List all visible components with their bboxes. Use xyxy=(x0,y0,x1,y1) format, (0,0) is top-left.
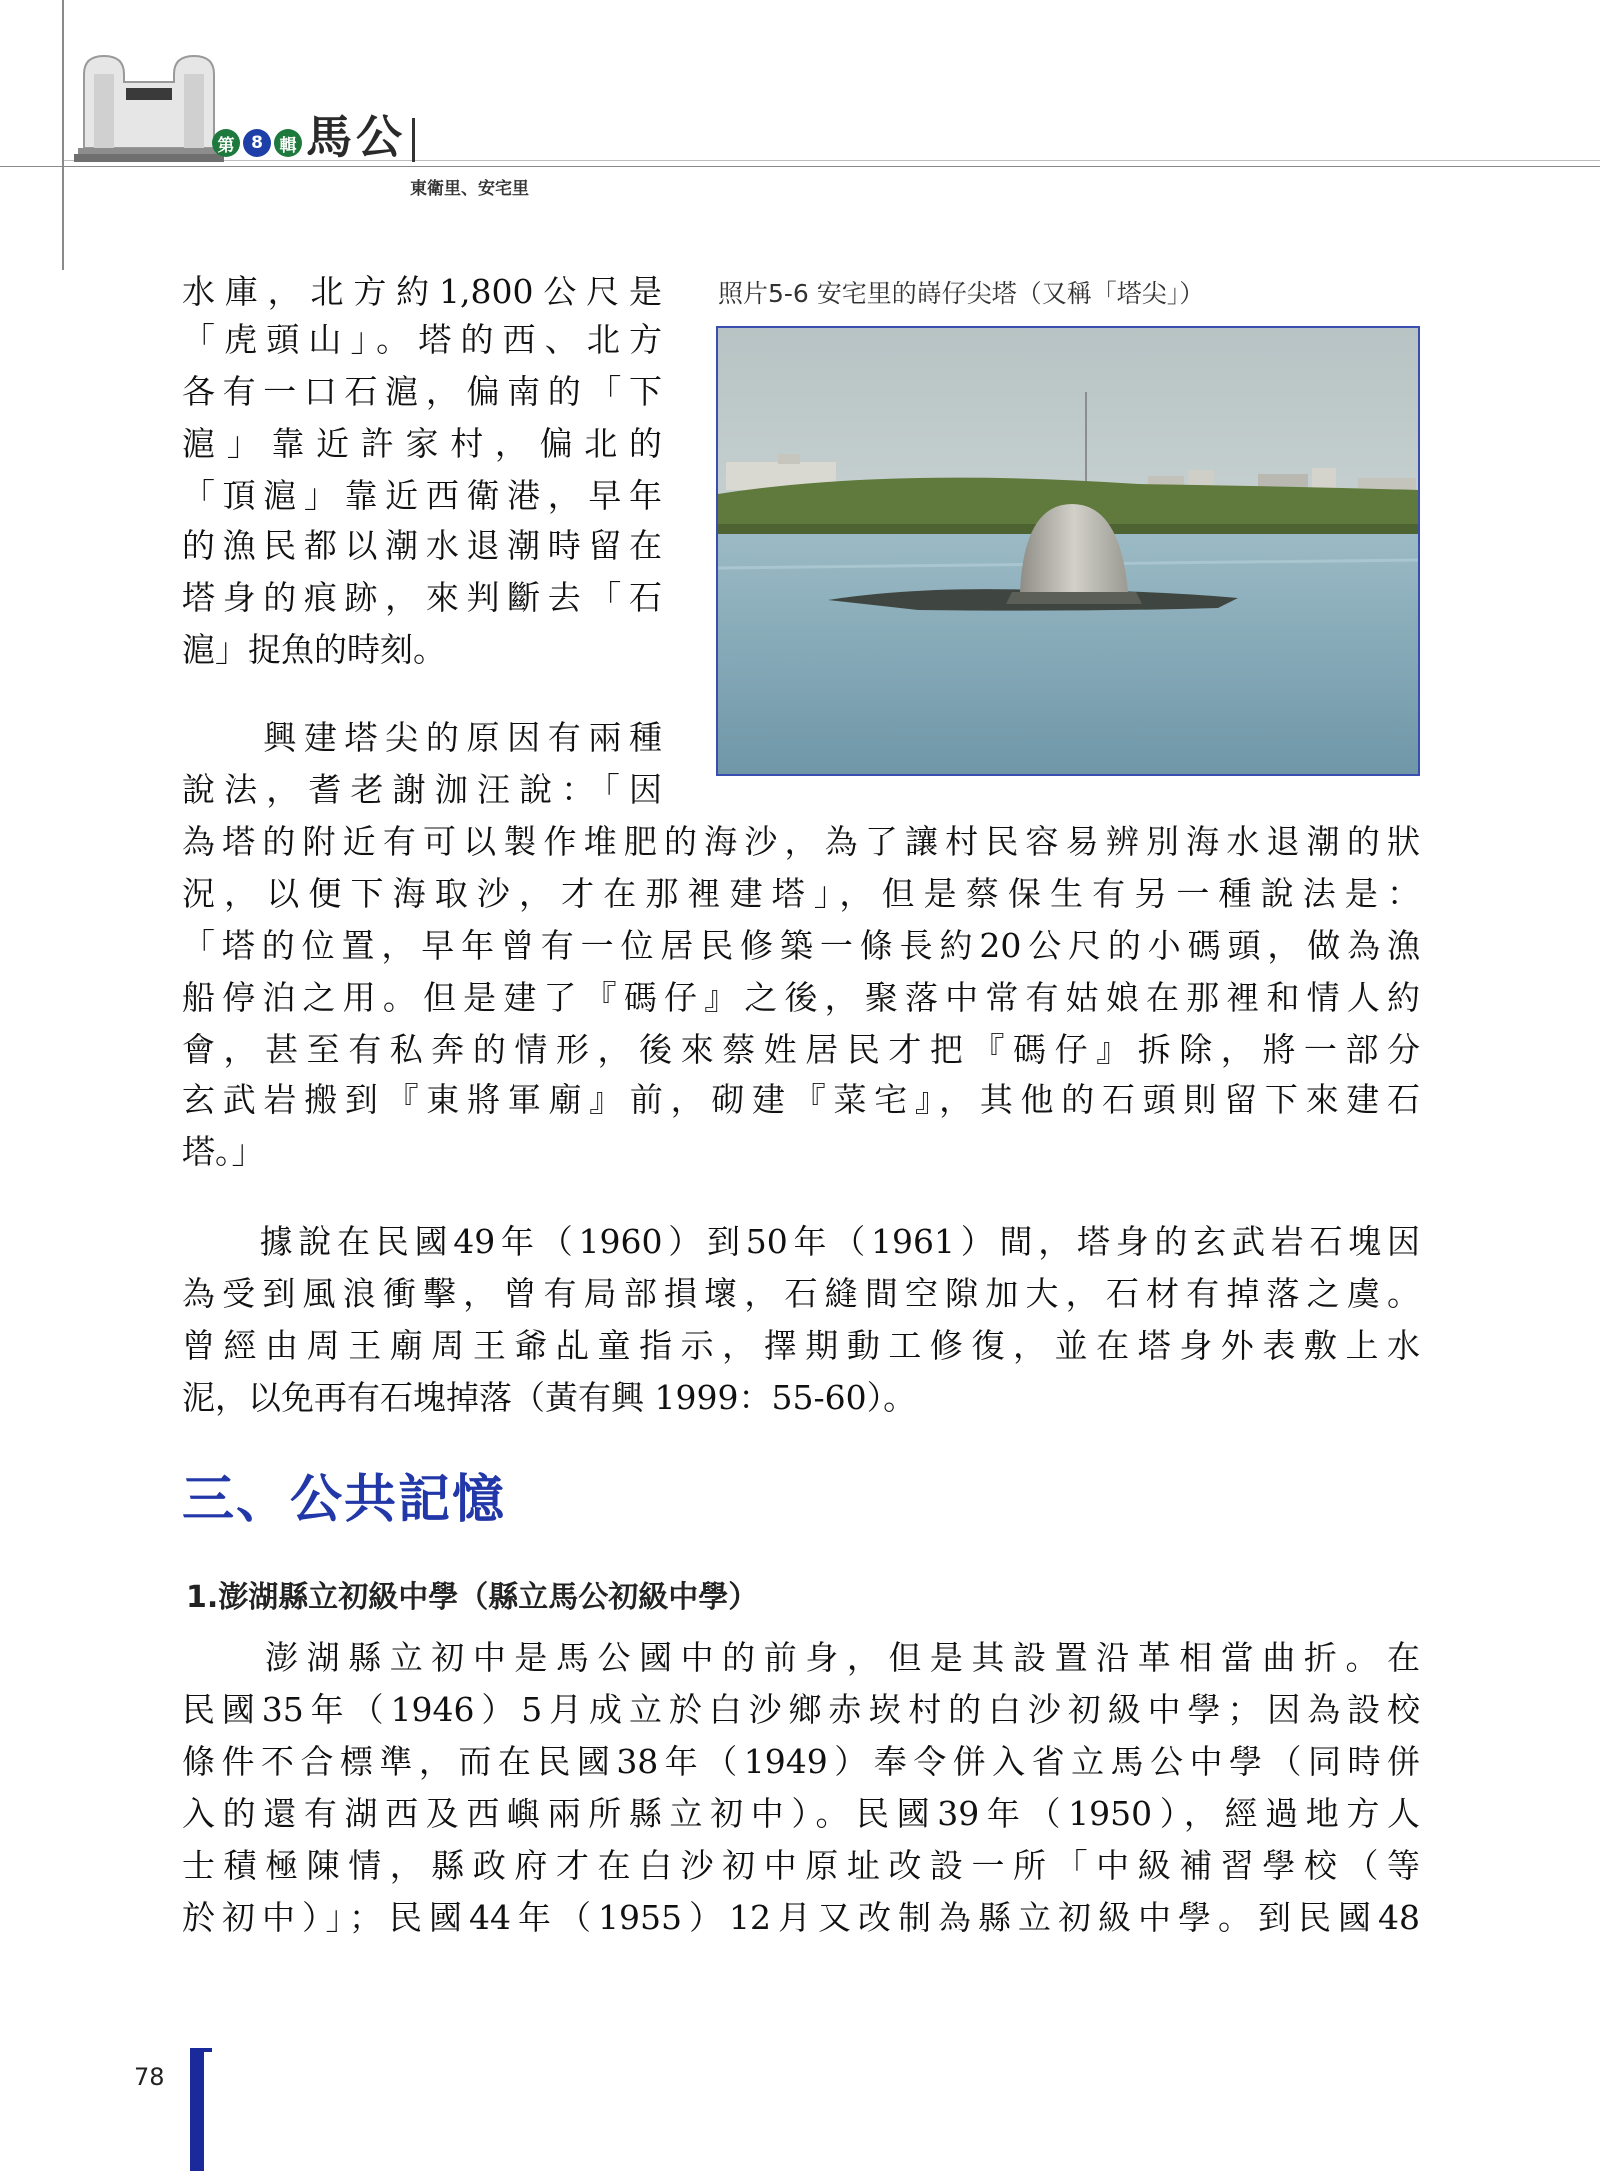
paragraph-line: 條件不合標準，而在民國38年（1949）奉令併入省立馬公中學（同時併 xyxy=(182,1742,1420,1781)
paragraph-line: 「頂滬」靠近西衛港，早年 xyxy=(182,476,662,515)
footer-accent-bar xyxy=(190,2052,204,2171)
photo-frame xyxy=(716,326,1420,776)
paragraph-line: 滬」靠近許家村，偏北的 xyxy=(182,424,662,463)
paragraph-line: 據說在民國49年（1960）到50年（1961）間，塔身的玄武岩石塊因 xyxy=(182,1222,1420,1261)
section-heading: 三、公共記憶 xyxy=(182,1469,507,1530)
header-rule xyxy=(0,166,1600,167)
paragraph-line: 泥，以免再有石塊掉落（黃有興 1999：55-60）。 xyxy=(182,1378,917,1417)
series-title: 馬公 xyxy=(306,110,406,164)
paragraph-line: 會，甚至有私奔的情形，後來蔡姓居民才把『碼仔』拆除，將一部分 xyxy=(182,1030,1420,1069)
page-number: 78 xyxy=(134,2063,165,2091)
paragraph-line: 說法，耆老謝泇汪說：「因 xyxy=(182,770,662,809)
paragraph-line: 「虎頭山」。塔的西、北方 xyxy=(182,320,662,359)
paragraph-line: 的漁民都以潮水退潮時留在 xyxy=(182,526,662,565)
paragraph-line: 為塔的附近有可以製作堆肥的海沙，為了讓村民容易辨別海水退潮的狀 xyxy=(182,822,1420,861)
paragraph-line: 民國35年（1946）5月成立於白沙鄉赤崁村的白沙初級中學；因為設校 xyxy=(182,1690,1420,1729)
paragraph-line: 興建塔尖的原因有兩種 xyxy=(182,718,662,757)
sub-heading: 1.澎湖縣立初級中學（縣立馬公初級中學） xyxy=(186,1580,759,1615)
paragraph-line: 為受到風浪衝擊，曾有局部損壞，石縫間空隙加大，石材有掉落之虞。 xyxy=(182,1274,1420,1313)
monument-illustration-icon xyxy=(74,52,224,164)
paragraph-line: 玄武岩搬到『東將軍廟』前，砌建『菜宅』，其他的石頭則留下來建石 xyxy=(182,1080,1420,1119)
paragraph-line: 船停泊之用。但是建了『碼仔』之後，聚落中常有姑娘在那裡和情人約 xyxy=(182,978,1420,1017)
paragraph-line: 士積極陳情，縣政府才在白沙初中原址改設一所「中級補習學校（等 xyxy=(182,1846,1420,1885)
paragraph-line: 「塔的位置，早年曾有一位居民修築一條長約20公尺的小碼頭，做為漁 xyxy=(182,926,1420,965)
paragraph-line: 水庫，北方約1,800公尺是 xyxy=(182,272,662,311)
series-badge xyxy=(212,128,302,158)
paragraph-line: 於初中）」；民國44年（1955）12月又改制為縣立初級中學。到民國48 xyxy=(182,1898,1420,1937)
title-divider xyxy=(412,118,415,162)
badge-dot: 第 xyxy=(212,129,240,157)
series-subtitle: 東衛里、安宅里 xyxy=(410,179,529,199)
header-rule-inner xyxy=(64,160,1600,161)
badge-dot: 8 xyxy=(243,129,271,157)
paragraph-line: 塔身的痕跡，來判斷去「石 xyxy=(182,578,662,617)
paragraph-line: 澎湖縣立初中是馬公國中的前身，但是其設置沿革相當曲折。在 xyxy=(182,1638,1420,1677)
paragraph-line: 各有一口石滬，偏南的「下 xyxy=(182,372,662,411)
stone-tower-photo xyxy=(718,328,1418,774)
photo-caption: 照片5-6 安宅里的嵵仔尖塔（又稱「塔尖」） xyxy=(718,279,1205,308)
header-vertical-rule xyxy=(62,0,64,270)
paragraph-line: 況，以便下海取沙，才在那裡建塔」，但是蔡保生有另一種說法是： xyxy=(182,874,1420,913)
paragraph-line: 滬」捉魚的時刻。 xyxy=(182,630,446,669)
paragraph-line: 入的還有湖西及西嶼兩所縣立初中）。民國39年（1950），經過地方人 xyxy=(182,1794,1420,1833)
paragraph-line: 曾經由周王廟周王爺乩童指示，擇期動工修復，並在塔身外表敷上水 xyxy=(182,1326,1420,1365)
badge-dot: 輯 xyxy=(274,129,302,157)
paragraph-line: 塔。」 xyxy=(182,1132,265,1171)
